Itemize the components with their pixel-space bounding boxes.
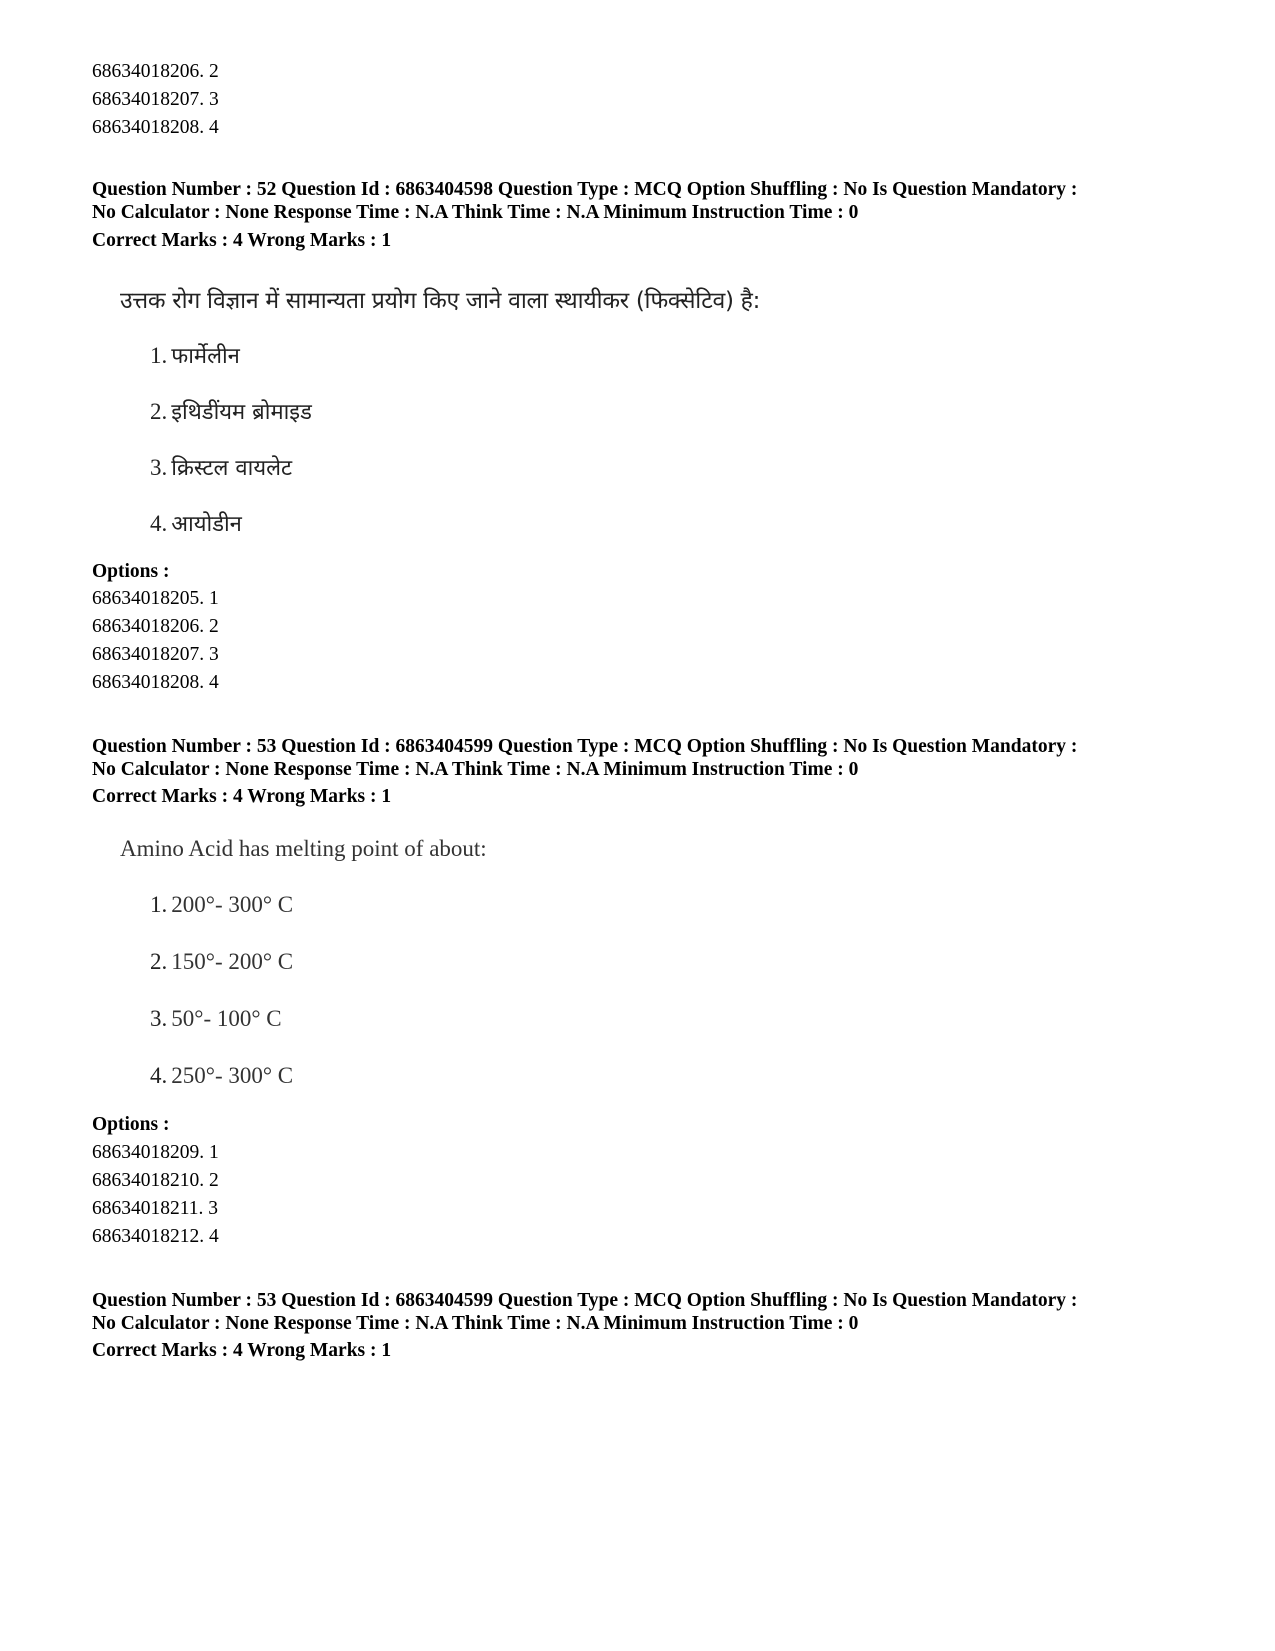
option-line: 68634018207. 3: [92, 89, 219, 110]
option-line: 68634018211. 3: [92, 1198, 219, 1219]
option-line: 68634018207. 3: [92, 644, 219, 665]
q53-repeat-marks: Correct Marks : 4 Wrong Marks : 1: [92, 1340, 392, 1361]
choice-number: 2.: [150, 949, 168, 974]
choice-number: 1.: [150, 343, 168, 368]
q53-choice-2: [150, 949, 293, 975]
choice-text: फार्मेलीन: [171, 344, 240, 369]
option-line: 68634018206. 2: [92, 61, 219, 82]
q52-meta-line2: No Calculator : None Response Time : N.A Think Time : N.A Minimum Instruction Time : 0: [92, 202, 859, 223]
option-line: 68634018208. 4: [92, 117, 219, 138]
q53-repeat-meta-line2: No Calculator : None Response Time : N.A Think Time : N.A Minimum Instruction Time : 0: [92, 1313, 859, 1334]
q53-options-label: Options :: [92, 1114, 170, 1135]
option-line: 68634018208. 4: [92, 672, 219, 693]
q52-meta-line1: Question Number : 52 Question Id : 6863404598 Question Type : MCQ Option Shuffling : No Is Question Mandatory :: [92, 179, 1078, 200]
choice-number: 3.: [150, 455, 168, 480]
choice-number: 3.: [150, 1006, 168, 1031]
option-line: 68634018206. 2: [92, 616, 219, 637]
q52-choice-3: [150, 452, 292, 482]
q53-marks: Correct Marks : 4 Wrong Marks : 1: [92, 786, 392, 807]
choice-text: 50°- 100° C: [171, 1006, 282, 1031]
choice-text: आयोडीन: [171, 512, 242, 537]
option-line: 68634018210. 2: [92, 1170, 219, 1191]
choice-number: 4.: [150, 511, 168, 536]
q53-choice-1: [150, 892, 293, 918]
q53-repeat-meta-line1: Question Number : 53 Question Id : 6863404599 Question Type : MCQ Option Shuffling : No Is Question Mandatory :: [92, 1290, 1078, 1311]
q52-choice-1: [150, 340, 240, 370]
choice-text: 150°- 200° C: [171, 949, 294, 974]
q52-choice-2: [150, 396, 312, 426]
choice-text: क्रिस्टल वायलेट: [171, 456, 293, 481]
q53-meta-line1: Question Number : 53 Question Id : 6863404599 Question Type : MCQ Option Shuffling : No Is Question Mandatory :: [92, 736, 1078, 757]
choice-text: इथिडींयम ब्रोमाइड: [171, 400, 312, 425]
option-line: 68634018205. 1: [92, 588, 219, 609]
q53-choice-3: [150, 1006, 282, 1032]
q52-question-text: उत्तक रोग विज्ञान में सामान्यता प्रयोग किए जाने वाला स्थायीकर (फिक्सेटिव) है:: [120, 288, 761, 314]
q53-meta-line2: No Calculator : None Response Time : N.A Think Time : N.A Minimum Instruction Time : 0: [92, 759, 859, 780]
option-line: 68634018209. 1: [92, 1142, 219, 1163]
q53-question-text: Amino Acid has melting point of about:: [120, 836, 487, 861]
choice-number: 1.: [150, 892, 168, 917]
choice-number: 4.: [150, 1063, 168, 1088]
choice-text: 250°- 300° C: [171, 1063, 294, 1088]
q52-options-label: Options :: [92, 561, 170, 582]
q52-marks: Correct Marks : 4 Wrong Marks : 1: [92, 230, 392, 251]
q53-choice-4: [150, 1063, 293, 1089]
option-line: 68634018212. 4: [92, 1226, 219, 1247]
choice-text: 200°- 300° C: [171, 892, 294, 917]
q52-choice-4: [150, 508, 242, 538]
choice-number: 2.: [150, 399, 168, 424]
